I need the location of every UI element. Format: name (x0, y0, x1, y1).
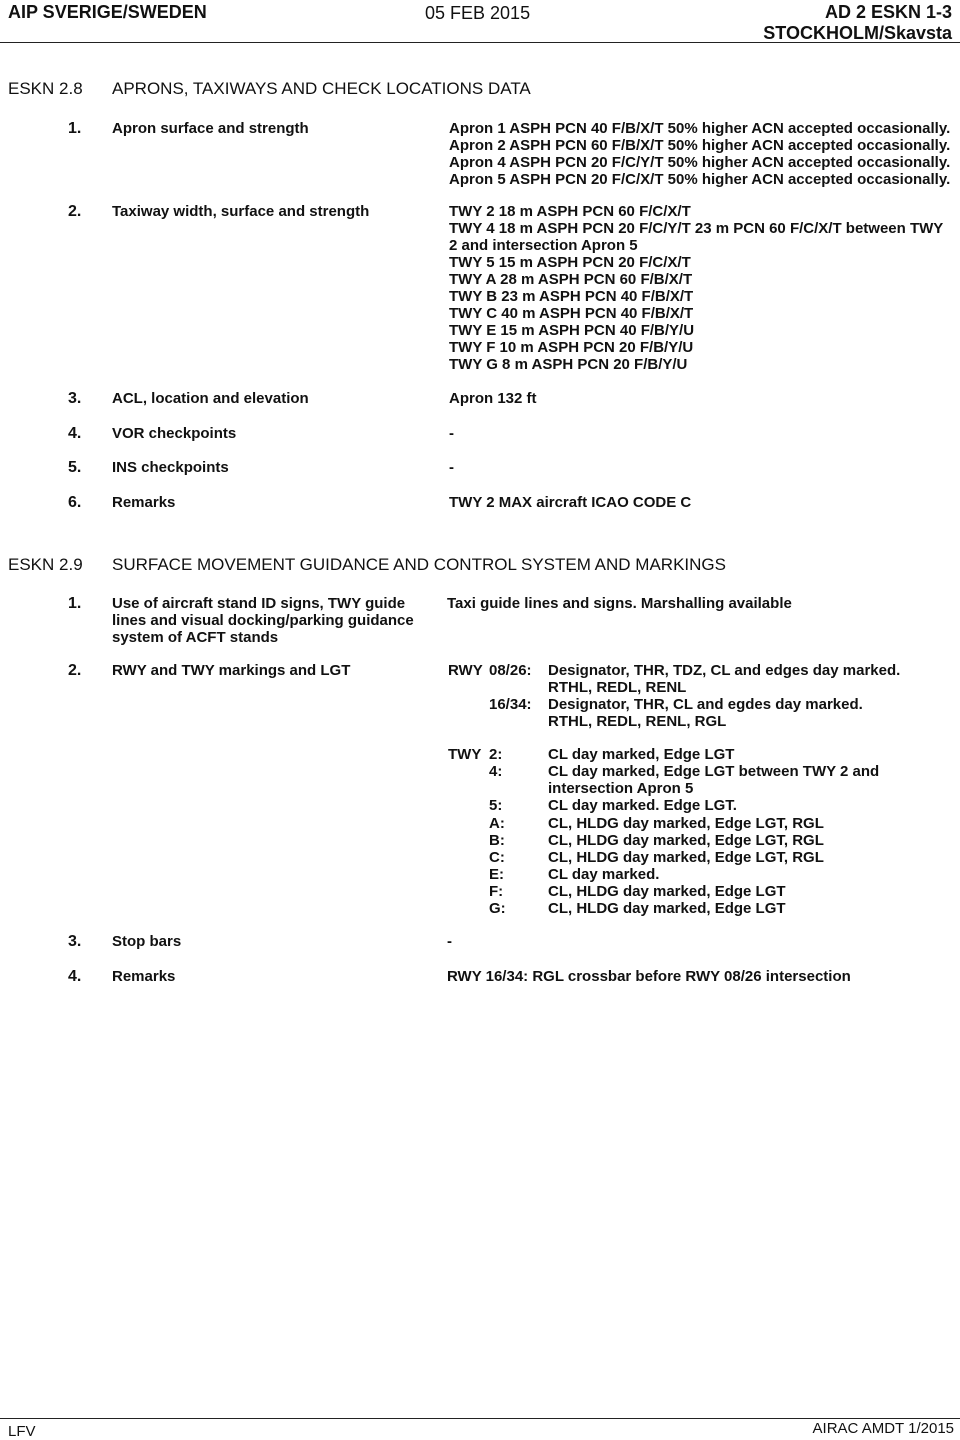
item-label: Apron surface and strength (112, 120, 309, 137)
twy-line: CL day marked, Edge LGT (548, 746, 735, 763)
twy-description (548, 866, 948, 883)
value-line: TWY C 40 m ASPH PCN 40 F/B/X/T (449, 305, 694, 322)
twy-description (548, 815, 948, 832)
rwy-line: Designator, THR, TDZ, CL and edges day marked. (548, 662, 901, 679)
twy-description (548, 849, 948, 866)
twy-designator: G: (489, 900, 506, 917)
header-rule (0, 42, 960, 43)
item-value (449, 494, 955, 511)
value-line: Apron 2 ASPH PCN 60 F/B/X/T 50% higher ACN accepted occasionally. (449, 137, 951, 154)
item-number: 4. (68, 425, 82, 442)
item-number: 1. (68, 120, 82, 137)
value-line: TWY 5 15 m ASPH PCN 20 F/C/X/T (449, 254, 691, 271)
item-label: VOR checkpoints (112, 425, 237, 442)
twy-prefix: TWY (448, 746, 482, 763)
value-line: RWY 16/34: RGL crossbar before RWY 08/26 intersection (447, 968, 851, 985)
item-value (447, 933, 953, 950)
section-title: APRONS, TAXIWAYS AND CHECK LOCATIONS DATA (112, 79, 531, 98)
value-line: Taxi guide lines and signs. Marshalling available (447, 595, 792, 612)
value-line: Apron 1 ASPH PCN 40 F/B/X/T 50% higher ACN accepted occasionally. (449, 120, 951, 137)
item-number: 3. (68, 390, 82, 407)
twy-line: CL, HLDG day marked, Edge LGT, RGL (548, 832, 824, 849)
value-line: Apron 5 ASPH PCN 20 F/C/X/T 50% higher ACN accepted occasionally. (449, 171, 951, 188)
header-date: 05 FEB 2015 (425, 3, 531, 23)
item-number: 5. (68, 459, 82, 476)
twy-line: CL day marked. (548, 866, 660, 883)
footer-rule (0, 1418, 960, 1419)
twy-line: intersection Apron 5 (548, 780, 694, 797)
item-value (447, 968, 953, 985)
header-page-ref (763, 2, 952, 44)
item-value (449, 425, 955, 442)
twy-line: CL, HLDG day marked, Edge LGT, RGL (548, 849, 824, 866)
rwy-line: RTHL, REDL, RENL (548, 679, 687, 696)
header-aerodrome: STOCKHOLM/Skavsta (763, 23, 952, 43)
twy-designator: B: (489, 832, 505, 849)
value-line: TWY 4 18 m ASPH PCN 20 F/C/Y/T 23 m PCN 60 F/C/X/T between TWY 2 and intersection Apron 5 (449, 220, 944, 254)
item-value (449, 120, 955, 188)
twy-description (548, 883, 948, 900)
header-publication: AIP SVERIGE/SWEDEN (8, 2, 207, 22)
item-value (449, 390, 955, 407)
rwy-description (548, 696, 948, 730)
header-page-number: AD 2 ESKN 1-3 (824, 2, 952, 22)
item-number: 6. (68, 494, 82, 511)
item-label: Remarks (112, 968, 176, 985)
rwy-line: Designator, THR, CL and egdes day marked. (548, 696, 863, 713)
item-number: 4. (68, 968, 82, 985)
twy-description (548, 832, 948, 849)
twy-line: CL, HLDG day marked, Edge LGT (548, 900, 786, 917)
value-line: TWY G 8 m ASPH PCN 20 F/B/Y/U (449, 356, 688, 373)
twy-description (548, 746, 948, 763)
item-value (449, 203, 955, 373)
twy-description (548, 763, 948, 797)
item-label: Stop bars (112, 933, 182, 950)
value-line: TWY A 28 m ASPH PCN 60 F/B/X/T (449, 271, 693, 288)
value-line: TWY 2 MAX aircraft ICAO CODE C (449, 494, 692, 511)
section-code: ESKN 2.8 (8, 79, 83, 98)
item-value (447, 595, 953, 612)
item-label: RWY and TWY markings and LGT (112, 662, 351, 679)
item-label: Taxiway width, surface and strength (112, 203, 370, 220)
value-line: - (447, 933, 452, 950)
rwy-description (548, 662, 948, 696)
item-number: 1. (68, 595, 82, 612)
twy-designator: 2: (489, 746, 503, 763)
value-line: - (449, 459, 454, 476)
twy-line: CL, HLDG day marked, Edge LGT, RGL (548, 815, 824, 832)
twy-designator: F: (489, 883, 504, 900)
item-number: 2. (68, 203, 82, 220)
twy-designator: 4: (489, 763, 503, 780)
twy-description (548, 900, 948, 917)
footer-publisher: LFV (8, 1423, 36, 1440)
footer-amendment: AIRAC AMDT 1/2015 (812, 1420, 954, 1437)
rwy-designator: 08/26: (489, 662, 532, 679)
rwy-prefix: RWY (448, 662, 483, 679)
twy-line: CL day marked, Edge LGT between TWY 2 and (548, 763, 880, 780)
twy-designator: C: (489, 849, 505, 866)
twy-line: CL, HLDG day marked, Edge LGT (548, 883, 786, 900)
item-label: Remarks (112, 494, 176, 511)
item-value (449, 459, 955, 476)
item-label: ACL, location and elevation (112, 390, 309, 407)
item-number: 3. (68, 933, 82, 950)
section-title: SURFACE MOVEMENT GUIDANCE AND CONTROL SYSTEM AND MARKINGS (112, 555, 726, 574)
value-line: TWY 2 18 m ASPH PCN 60 F/C/X/T (449, 203, 691, 220)
twy-description (548, 797, 948, 814)
twy-designator: E: (489, 866, 504, 883)
value-line: Apron 4 ASPH PCN 20 F/C/Y/T 50% higher ACN accepted occasionally. (449, 154, 951, 171)
twy-line: CL day marked. Edge LGT. (548, 797, 737, 814)
twy-designator: A: (489, 815, 505, 832)
value-line: TWY B 23 m ASPH PCN 40 F/B/X/T (449, 288, 694, 305)
rwy-line: RTHL, REDL, RENL, RGL (548, 713, 727, 730)
item-label: Use of aircraft stand ID signs, TWY guide lines and visual docking/parking guidance system of ACFT stands (112, 595, 414, 646)
value-line: Apron 132 ft (449, 390, 537, 407)
item-label: INS checkpoints (112, 459, 229, 476)
value-line: TWY E 15 m ASPH PCN 40 F/B/Y/U (449, 322, 695, 339)
rwy-designator: 16/34: (489, 696, 532, 713)
section-code: ESKN 2.9 (8, 555, 83, 574)
value-line: TWY F 10 m ASPH PCN 20 F/B/Y/U (449, 339, 694, 356)
value-line: - (449, 425, 454, 442)
twy-designator: 5: (489, 797, 503, 814)
item-number: 2. (68, 662, 82, 679)
